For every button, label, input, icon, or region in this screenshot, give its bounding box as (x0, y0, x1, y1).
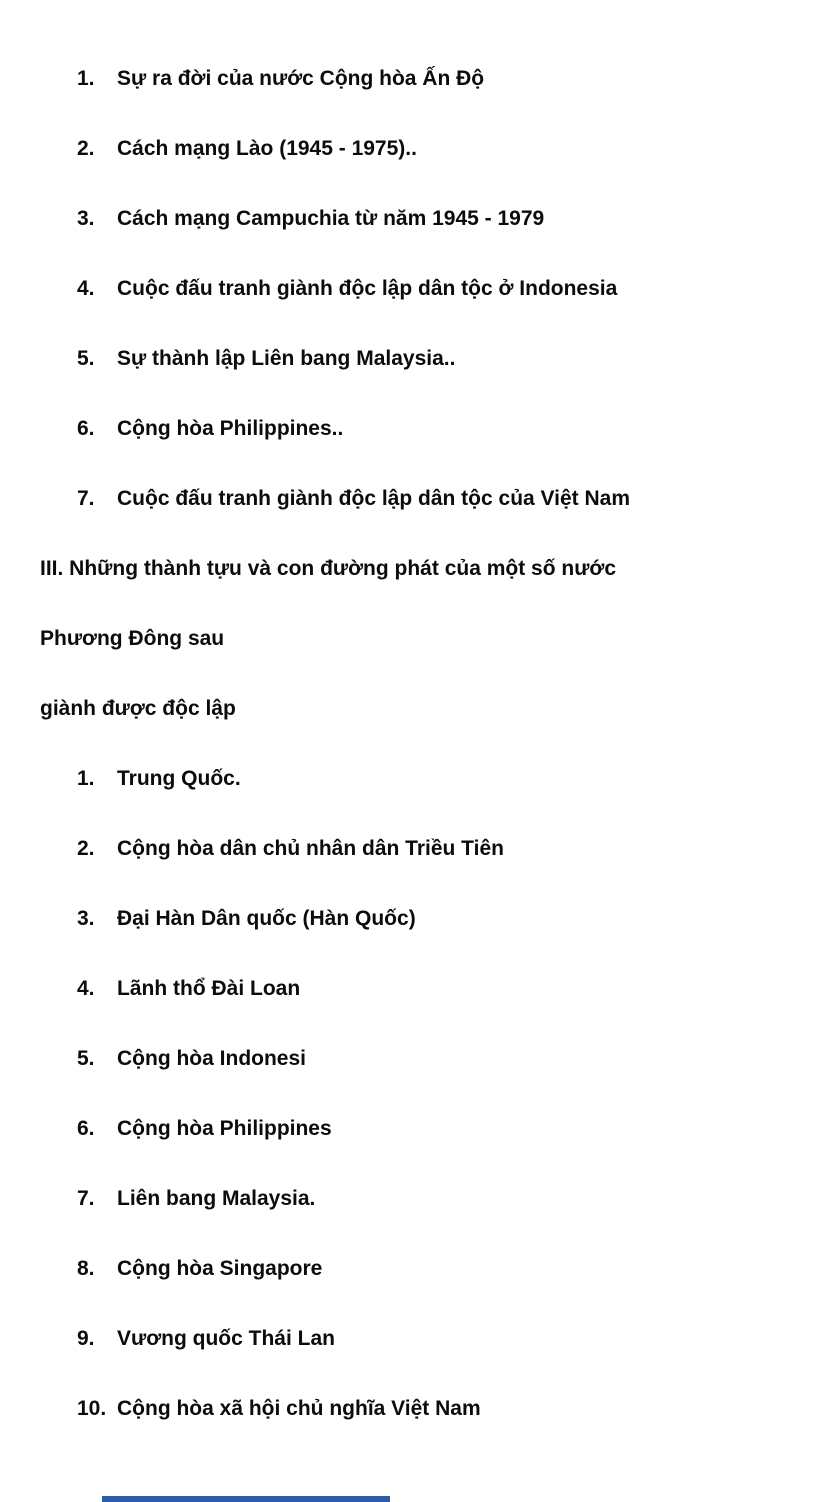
list-item-text: Sự thành lập Liên bang Malaysia.. (117, 347, 456, 370)
list-item-number: 4. (77, 977, 95, 1000)
list-item-text: Cộng hòa Indonesi (117, 1047, 306, 1070)
list-item-number: 6. (77, 417, 95, 440)
list-item-text: Liên bang Malaysia. (117, 1187, 316, 1210)
cutoff-link-text[interactable] (102, 1496, 390, 1502)
list-item-text: Cách mạng Lào (1945 - 1975).. (117, 137, 417, 160)
list-item-number: 4. (77, 277, 95, 300)
list-item-number: 6. (77, 1117, 95, 1140)
list-item-text: Cộng hòa Singapore (117, 1257, 323, 1280)
list-item-number: 10. (77, 1397, 107, 1420)
list-item-text: Cộng hòa Philippines (117, 1117, 332, 1140)
list-item-text: Đại Hàn Dân quốc (Hàn Quốc) (117, 907, 416, 930)
list-item-text: Vương quốc Thái Lan (117, 1327, 335, 1350)
list-item-number: 7. (77, 487, 95, 510)
list-item-number: 8. (77, 1257, 95, 1280)
list-item-number: 2. (77, 837, 95, 860)
list-item-number: 9. (77, 1327, 95, 1350)
list-item-number: 5. (77, 1047, 95, 1070)
list-item-number: 2. (77, 137, 95, 160)
list-item-text: Cách mạng Campuchia từ năm 1945 - 1979 (117, 207, 545, 230)
list-item-text: Cộng hòa Philippines.. (117, 417, 344, 440)
list-item-number: 7. (77, 1187, 95, 1210)
list-item-number: 5. (77, 347, 95, 370)
list-item-number: 3. (77, 207, 95, 230)
list-item-text: Trung Quốc. (117, 767, 241, 790)
list-item-text: Lãnh thổ Đài Loan (117, 977, 301, 1000)
section-heading-line-2: Phương Đông sau (40, 627, 225, 650)
section-heading-line-3: giành được độc lập (40, 697, 236, 720)
list-item-text: Cuộc đấu tranh giành độc lập dân tộc ở Indonesia (117, 277, 618, 300)
list-item-text: Cộng hòa dân chủ nhân dân Triều Tiên (117, 837, 504, 860)
list-item-text: Sự ra đời của nước Cộng hòa Ấn Độ (117, 67, 485, 90)
list-item-text: Cộng hòa xã hội chủ nghĩa Việt Nam (117, 1397, 481, 1420)
section-heading-line-1: III. Những thành tựu và con đường phát của một số nước (40, 557, 617, 580)
list-item-number: 1. (77, 67, 95, 90)
list-item-number: 3. (77, 907, 95, 930)
list-item-text: Cuộc đấu tranh giành độc lập dân tộc của Việt Nam (117, 487, 631, 510)
list-item-number: 1. (77, 767, 95, 790)
